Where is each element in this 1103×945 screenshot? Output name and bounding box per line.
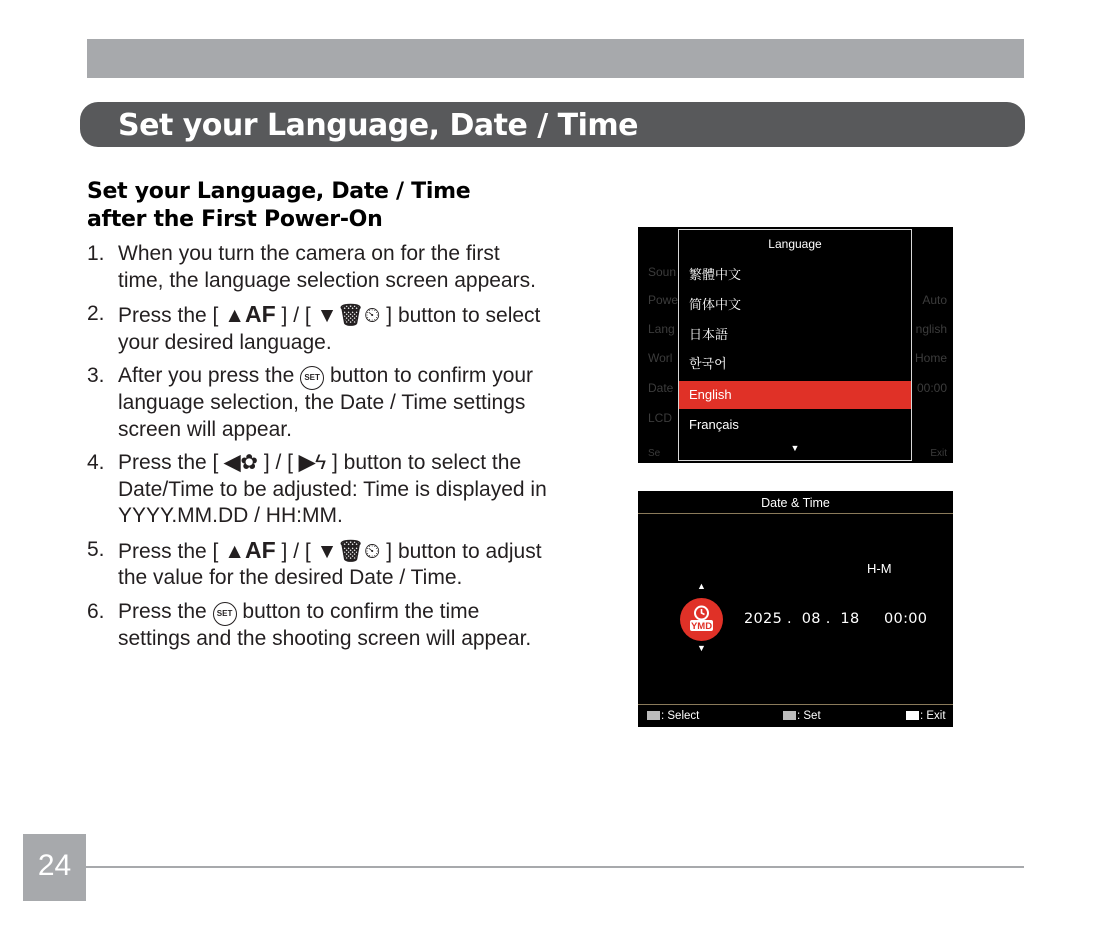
language-screen [638, 227, 953, 463]
divider [638, 513, 953, 514]
trash-icon: 🗑 [337, 539, 365, 563]
background-menu-label: Soun [648, 265, 677, 279]
background-footer-label: Se [648, 448, 661, 459]
language-option[interactable]: Français [689, 417, 739, 432]
clock-calendar-icon [680, 598, 723, 641]
datetime-title: Date & Time [761, 496, 830, 510]
section-heading: Set your Language, Date / Time after the First Power-On [87, 179, 471, 232]
flash-icon: ϟ [315, 451, 327, 474]
right-triangle-icon: ▶ [298, 451, 316, 474]
language-option[interactable]: 한국어 [689, 356, 727, 371]
background-menu-value: Home [914, 351, 947, 365]
language-option[interactable]: 繁體中文 [689, 267, 742, 282]
down-triangle-icon: ▼ [316, 304, 338, 327]
step-item: 4. Press the [ ◀✿ ] / [ ▶ϟ ] button to select the Date/Time to be adjusted: Time is displayed in YYYY.MM.DD / HH:MM. [87, 451, 547, 527]
step-item: 6. Press the SET button to confirm the time settings and the shooting screen will appear. [87, 599, 532, 650]
top-band [87, 39, 1024, 78]
svg-text:YMD: YMD [690, 621, 713, 632]
footer-exit: : Exit [906, 710, 946, 722]
page-number-box [23, 834, 86, 901]
footer-set: : Set [783, 710, 821, 722]
background-menu-label: LCD [648, 411, 673, 425]
language-option-selected[interactable]: English [679, 381, 911, 409]
set-button-icon: SET [213, 602, 237, 626]
self-timer-icon: ⏲ [364, 539, 381, 563]
step-item: 3. After you press the SET button to confirm your language selection, the Date / Time settings screen will appear. [87, 364, 534, 441]
background-footer-label: Exit [930, 448, 947, 459]
page-title: Set your Language, Date / Time [118, 108, 638, 143]
background-menu-value: 00:00 [916, 381, 947, 395]
step-item: 2. Press the [ ▲AF ] / [ ▼🗑⏲ ] button to select your desired language. [87, 301, 541, 354]
scroll-down-icon: ▼ [790, 443, 800, 453]
page-number: 24 [37, 849, 72, 882]
language-popup [678, 229, 912, 461]
up-arrow-icon: ▲ [697, 581, 706, 591]
step-item: 5. Press the [ ▲AF ] / [ ▼🗑⏲ ] button to adjust the value for the desired Date / Time. [87, 536, 542, 589]
date-format-icon[interactable] [680, 598, 723, 641]
menu-key-icon [906, 711, 919, 720]
steps-list [87, 241, 547, 659]
dpad-icon [647, 711, 660, 720]
divider [638, 704, 953, 705]
datetime-screen [638, 491, 953, 727]
language-option[interactable]: 日本語 [689, 327, 729, 342]
macro-flower-icon: ✿ [240, 451, 258, 474]
background-menu-label: Date [648, 381, 674, 395]
format-label: H-M [867, 561, 892, 576]
date-time-value: 2025 . 08 . 18 00:00 [744, 611, 928, 627]
up-triangle-icon: ▲ [224, 539, 246, 563]
background-menu-value: Auto [922, 293, 947, 307]
set-key-icon [783, 711, 796, 720]
background-menu-label: Lang [648, 322, 675, 336]
background-menu-label: Powe [648, 293, 679, 307]
down-triangle-icon: ▼ [316, 539, 338, 563]
footer-rule [86, 866, 1024, 868]
title-bar [80, 102, 1025, 147]
self-timer-icon: ⏲ [364, 304, 381, 327]
background-menu-value: nglish [915, 322, 947, 336]
left-triangle-icon: ◀ [224, 451, 241, 474]
language-title: Language [768, 237, 822, 251]
up-triangle-icon: ▲ [224, 304, 246, 327]
set-button-icon: SET [300, 366, 324, 390]
trash-icon: 🗑 [337, 304, 365, 327]
background-menu-label: Worl [648, 351, 673, 365]
footer-select: : Select [647, 710, 699, 722]
language-option[interactable]: 简体中文 [689, 297, 742, 312]
down-arrow-icon: ▼ [697, 643, 706, 653]
step-item: 1. When you turn the camera on for the first time, the language selection screen appears. [87, 242, 536, 292]
